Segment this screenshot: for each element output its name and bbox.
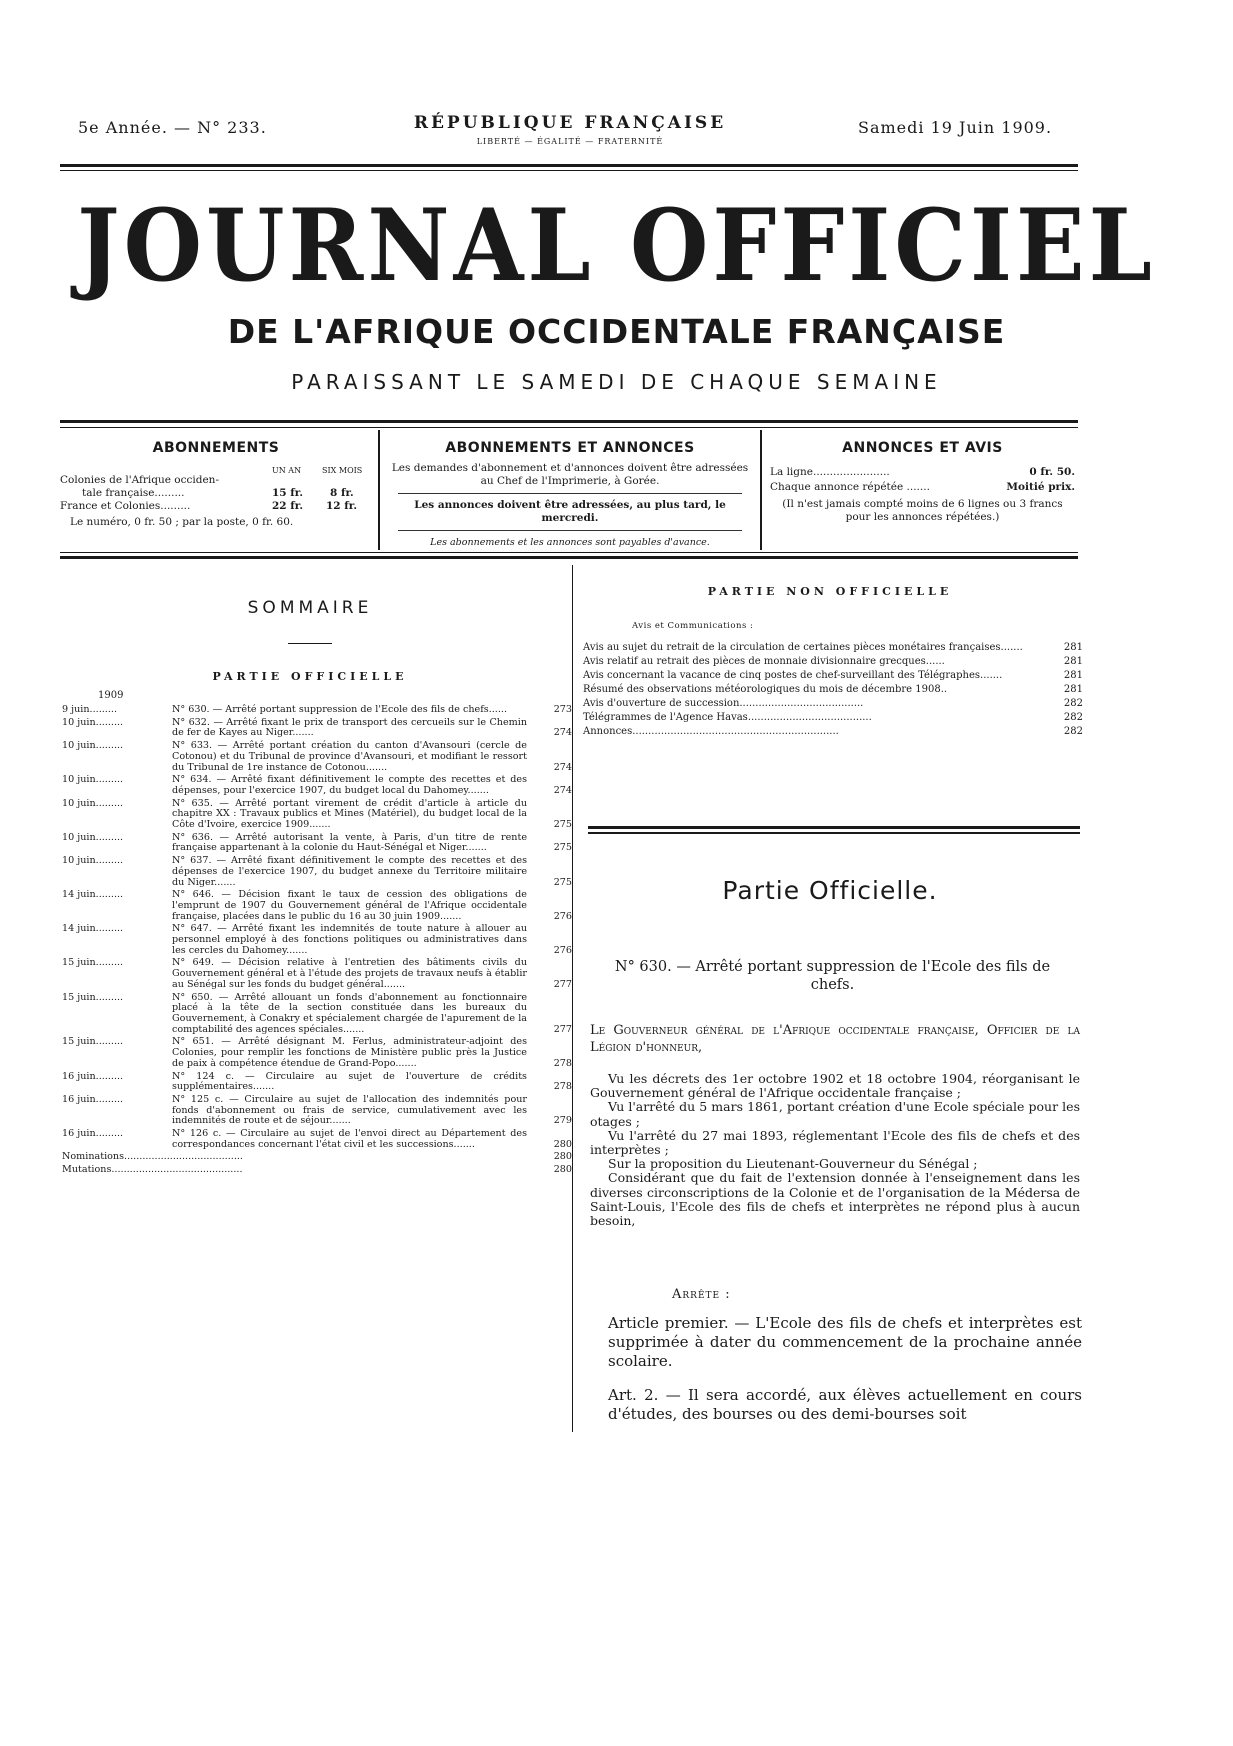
annonces-note: (Il n'est jamais compté moins de 6 lignes ou 3 francs pour les annonces répétées.): [782, 498, 1063, 523]
entry-date: 15 juin.........: [62, 1036, 124, 1048]
entry-date: Nominations.......................................: [62, 1151, 243, 1163]
sommaire-entry: [62, 741, 572, 773]
entry-text: N° 636. — Arrêté autorisant la vente, à Paris, d'un titre de rente française appartenant à la colonie du Haut-Sénégal et Niger.......: [172, 831, 527, 854]
entry-date: 14 juin.........: [62, 923, 124, 935]
entry-page: 273: [553, 704, 572, 715]
sommaire-entry: [62, 890, 572, 922]
abonnements-title: ABONNEMENTS: [152, 440, 280, 456]
sommaire-entry: [62, 1165, 572, 1176]
sommaire-entry: [62, 833, 572, 854]
avis-page: 282: [1063, 726, 1083, 737]
abonnements-annonces-title: ABONNEMENTS ET ANNONCES: [445, 440, 695, 456]
row1-six: 8 fr.: [330, 487, 354, 499]
entry-text: N° 635. — Arrêté portant virement de crédit d'article à article du chapitre XX : Travaux publics et Mines (Matériel), du budget local de la Côte d'Ivoire, exercice 1909.......: [172, 797, 527, 831]
avis-text: Avis au sujet du retrait de la circulation de certaines pièces monétaires françaises.......: [583, 642, 1023, 653]
issue-number: 5e Année. — N° 233.: [78, 118, 267, 137]
avis-text: Annonces.................................................................: [583, 726, 839, 737]
row1-an: 15 fr.: [272, 487, 304, 499]
considerant-1: Vu les décrets des 1er octobre 1902 et 18 octobre 1904, réorganisant le Gouvernement général de l'Afrique occidentale française ;: [590, 1071, 1080, 1101]
entry-text: N° 634. — Arrêté fixant définitivement le compte des recettes et des dépenses, pour l'exercice 1907, du budget local du Dahomey.......: [172, 774, 527, 796]
delai-annonces: Les annonces doivent être adressées, au plus tard, le mercredi.: [414, 499, 726, 524]
avis-text: Avis d'ouverture de succession.......................................: [583, 698, 864, 709]
entry-text: N° 651. — Arrêté désignant M. Ferlus, administrateur-adjoint des Colonies, pour remplir les fonctions de Ministère public près la Justice de paix à compétence étendue de Grand-Popo.......: [172, 1036, 527, 1069]
avis-page: 282: [1063, 712, 1083, 723]
entry-page: 274: [553, 727, 572, 739]
entry-page: 279: [553, 1115, 572, 1127]
article-2: Art. 2. — Il sera accordé, aux élèves actuellement en cours d'études, des bourses ou des demi-bourses soit: [608, 1386, 1082, 1423]
ligne-price: 0 fr. 50.: [1029, 466, 1075, 478]
avis-text: Résumé des observations météorologiques du mois de décembre 1908..: [583, 684, 948, 695]
considerant-2: Vu l'arrêté du 5 mars 1861, portant création d'une Ecole spéciale pour les otages ;: [590, 1099, 1080, 1129]
entry-date: 16 juin.........: [62, 1070, 124, 1082]
entry-page: 277: [553, 1023, 572, 1035]
issue-date: Samedi 19 Juin 1909.: [858, 118, 1053, 137]
sommaire-entry: [62, 1037, 572, 1069]
sommaire-entry: [62, 993, 572, 1036]
considerants: [590, 1072, 1080, 1228]
considerant-4: Sur la proposition du Lieutenant-Gouverneur du Sénégal ;: [608, 1156, 978, 1172]
entry-date: 10 juin.........: [62, 797, 124, 809]
avis-page: 281: [1063, 670, 1083, 681]
entry-text: N° 125 c. — Circulaire au sujet de l'allocation des indemnités pour fonds d'abonnement ou frais de service, cumulativement avec les indemnités de route et de séjour.......: [172, 1093, 527, 1127]
journal-subtitle: DE L'AFRIQUE OCCIDENTALE FRANÇAISE: [227, 312, 1006, 351]
republique-heading: RÉPUBLIQUE FRANÇAISE: [413, 113, 727, 133]
sommaire-entry: [62, 1095, 572, 1127]
sommaire-entry: [62, 1152, 572, 1163]
entry-date: 10 juin.........: [62, 855, 124, 867]
avis-item: [583, 656, 1083, 667]
boxes-rule-bottom: [60, 552, 1078, 553]
avis-page: 282: [1063, 698, 1083, 709]
sommaire-entry: [62, 856, 572, 888]
entry-text: N° 650. — Arrêté allouant un fonds d'abonnement au fonctionnaire placé à la tête de la section constituée dans les bureaux du Gouvernement, à Conakry et spécialement chargée de l'apurement de la comptabilité des agences spéciales.......: [172, 991, 527, 1035]
entry-page: 275: [553, 842, 572, 854]
partie-officielle-heading: Partie Officielle.: [722, 876, 938, 905]
entry-date: 14 juin.........: [62, 889, 124, 901]
devise: LIBERTÉ — ÉGALITÉ — FRATERNITÉ: [476, 137, 664, 146]
entry-text: N° 637. — Arrêté fixant définitivement le compte des recettes et des dépenses de l'exercice 1907, du budget annexe du Territoire militaire du Niger.......: [172, 855, 527, 888]
sommaire-entry: [62, 799, 572, 831]
considerant-5: Considérant que du fait de l'extension donnée à l'enseignement dans les diverses circonscriptions de la Colonie et de l'organisation de la Médersa de Saint-Louis, l'Ecole des fils de chefs et interprètes ne répond plus à aucun besoin,: [590, 1170, 1080, 1229]
entry-date: 10 juin.........: [62, 831, 124, 843]
entry-page: 278: [553, 1057, 572, 1069]
entry-date: 16 juin.........: [62, 1093, 124, 1105]
sommaire-list: [62, 705, 572, 1178]
avis-item: [583, 698, 1083, 709]
entry-page: 278: [553, 1081, 572, 1093]
col-an: UN AN: [272, 466, 302, 475]
sommaire-entry: [62, 958, 572, 990]
entry-text: N° 632. — Arrêté fixant le prix de transport des cercueils sur le Chemin de fer de Kayes au Niger.......: [172, 716, 527, 739]
header-rule-thick: [60, 164, 1078, 167]
avis-text: Avis concernant la vacance de cinq postes de chef-surveillant des Télégraphes.......: [583, 670, 1003, 681]
entry-page: 276: [553, 944, 572, 956]
entry-text: N° 649. — Décision relative à l'entretien des bâtiments civils du Gouvernement général et à l'étude des projets de travaux neufs à établir au Sénégal sur les fonds du budget général.......: [172, 957, 527, 990]
avis-page: 281: [1063, 656, 1083, 667]
entry-page: 280: [553, 1164, 572, 1176]
row2-six: 12 fr.: [326, 500, 358, 512]
entry-text: N° 633. — Arrêté portant création du canton d'Avansouri (cercle de Cotonou) et du Tribunal de province d'Avansouri, et modifiant le ressort du Tribunal de 1re instance de Cotonou.......: [172, 740, 527, 773]
partie-officielle-label: PARTIE OFFICIELLE: [212, 670, 408, 683]
sommaire-title: SOMMAIRE: [247, 598, 373, 618]
entry-page: 275: [553, 876, 572, 888]
avis-page: 281: [1063, 642, 1083, 653]
avis-page: 281: [1063, 684, 1083, 695]
entry-page: 274: [553, 761, 572, 773]
entry-text: N° 646. — Décision fixant le taux de cession des obligations de l'emprunt de 1907 du Gouvernement général de l'Afrique occidentale française, placées dans le public du 16 au 30 juin 1909.......: [172, 889, 527, 922]
entry-date: 16 juin.........: [62, 1128, 124, 1140]
considerant-3: Vu l'arrêté du 27 mai 1893, réglementant l'Ecole des fils de chefs et des interprètes ;: [590, 1127, 1080, 1158]
sommaire-entry: [62, 775, 572, 796]
entry-page: 277: [553, 978, 572, 990]
paiement-avance: Les abonnements et les annonces sont payables d'avance.: [430, 537, 710, 548]
column-divider: [572, 565, 573, 1432]
entry-date: 15 juin.........: [62, 957, 124, 969]
entry-date: 10 juin.........: [62, 716, 124, 728]
boxes-rule-bottom-thick: [60, 556, 1078, 559]
col-six: SIX MOIS: [322, 466, 363, 475]
entry-date: 9 juin.........: [62, 704, 118, 715]
abonnements-box: [60, 440, 372, 544]
sommaire-entry: [62, 1129, 572, 1150]
partie-non-officielle-title: PARTIE NON OFFICIELLE: [707, 585, 953, 598]
entry-page: 274: [553, 784, 572, 796]
boxes-rule-top-thin: [60, 427, 1078, 428]
entry-date: 10 juin.........: [62, 740, 124, 752]
avis-list: [583, 642, 1083, 740]
header-rule-thin: [60, 170, 1078, 171]
adresse-demandes: Les demandes d'abonnement et d'annonces doivent être adressées au Chef de l'Imprimerie, à Gorée.: [391, 462, 749, 487]
row1-label2: tale française.........: [82, 487, 185, 499]
entry-page: 280: [553, 1151, 572, 1163]
numero-price: Le numéro, 0 fr. 50 ; par la poste, 0 fr. 60.: [70, 516, 294, 528]
section-rule-2: [588, 832, 1080, 834]
section-rule-1: [588, 826, 1080, 829]
avis-item: [583, 642, 1083, 653]
entry-page: 276: [553, 910, 572, 922]
sommaire-entry: [62, 718, 572, 739]
entry-page: 275: [553, 819, 572, 831]
abonnements-annonces-box: [388, 440, 752, 549]
entry-text: N° 630. — Arrêté portant suppression de l'Ecole des fils de chefs......: [172, 704, 508, 715]
journal-title: JOURNAL OFFICIEL: [77, 187, 1156, 305]
row2-label: France et Colonies.........: [60, 500, 191, 512]
entry-date: 15 juin.........: [62, 991, 124, 1003]
sommaire-entry: [62, 1072, 572, 1093]
sommaire-entry: [62, 924, 572, 956]
gouverneur-preamble: Le Gouverneur général de l'Afrique occidentale française, Officier de la Légion d'honneur,: [590, 1023, 1080, 1055]
entry-page: 280: [553, 1138, 572, 1150]
entry-text: N° 124 c. — Circulaire au sujet de l'ouverture de crédits supplémentaires.......: [172, 1070, 527, 1093]
avis-text: Télégrammes de l'Agence Havas.......................................: [583, 712, 872, 723]
arrete-630-heading: N° 630. — Arrêté portant suppression de l'Ecole des fils de chefs.: [614, 959, 1051, 993]
article-premier: Article premier. — L'Ecole des fils de chefs et interprètes est supprimée à dater du commencement de la prochaine année scolaire.: [608, 1314, 1082, 1370]
avis-item: [583, 712, 1083, 723]
arrete-word: Arrête :: [672, 1287, 731, 1302]
repetee-label: Chaque annonce répétée .......: [770, 481, 930, 493]
entry-text: N° 126 c. — Circulaire au sujet de l'envoi direct au Département des correspondances concernant l'état civil et les successions.......: [172, 1128, 527, 1150]
entry-date: 10 juin.........: [62, 774, 124, 786]
boxes-rule-top: [60, 420, 1078, 423]
sommaire-year: 1909: [98, 690, 124, 701]
avis-item: [583, 684, 1083, 695]
sommaire-entry: [62, 705, 572, 716]
row1-label: Colonies de l'Afrique occiden-: [60, 474, 219, 486]
boxes-divider-1: [378, 430, 380, 550]
row2-an: 22 fr.: [272, 500, 304, 512]
annonces-avis-title: ANNONCES ET AVIS: [842, 440, 1003, 456]
periodicity: PARAISSANT LE SAMEDI DE CHAQUE SEMAINE: [291, 370, 942, 394]
avis-communications-head: Avis et Communications :: [632, 621, 754, 631]
avis-text: Avis relatif au retrait des pièces de monnaie divisionnaire grecques......: [583, 656, 945, 667]
annonces-avis-box: [770, 440, 1075, 524]
repetee-price: Moitié prix.: [1006, 481, 1075, 493]
entry-date: Mutations...........................................: [62, 1164, 243, 1176]
boxes-divider-2: [760, 430, 762, 550]
entry-text: N° 647. — Arrêté fixant les indemnités de toute nature à allouer au personnel employé à des fonctions politiques ou administratives dans les cercles du Dahomey.......: [172, 923, 527, 956]
avis-item: [583, 726, 1083, 737]
avis-item: [583, 670, 1083, 681]
sommaire-underline: [288, 643, 332, 644]
ligne-label: La ligne.......................: [770, 466, 890, 478]
